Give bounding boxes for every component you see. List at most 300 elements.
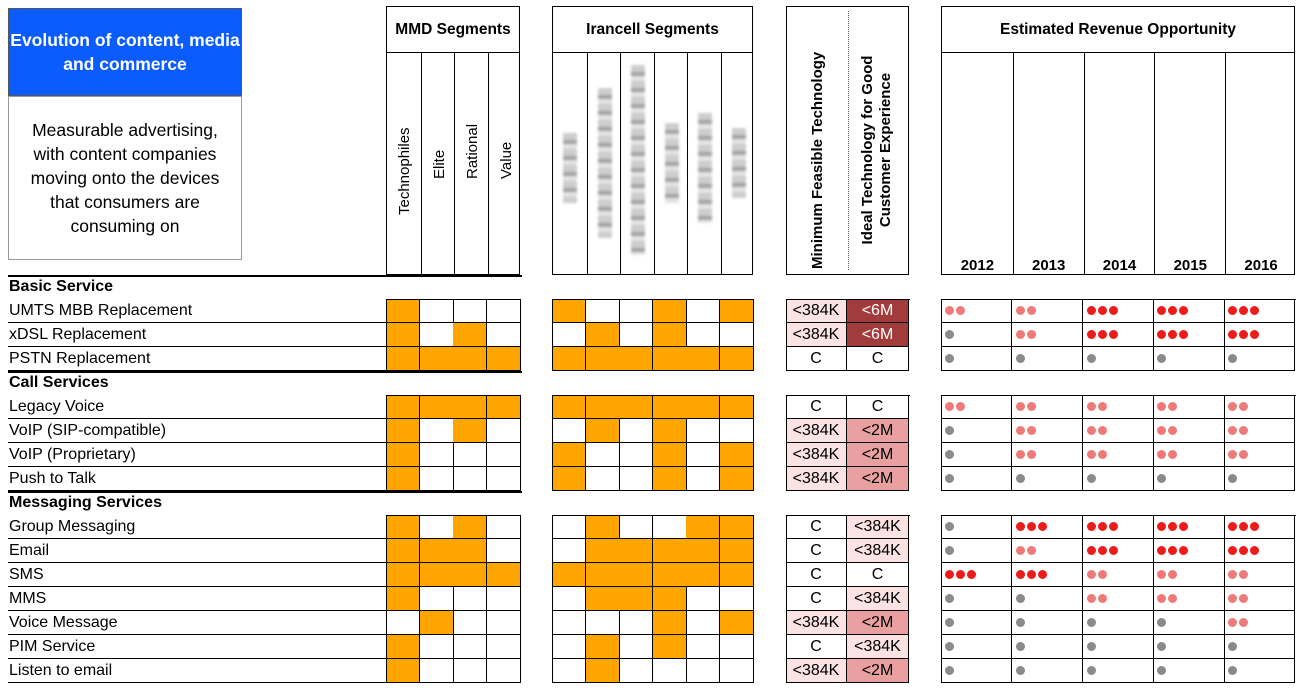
irancell-segment-cell xyxy=(653,395,687,419)
revenue-year-column xyxy=(1154,53,1225,274)
irancell-segment-cell xyxy=(619,299,653,323)
revenue-cell xyxy=(1224,347,1295,371)
revenue-cell xyxy=(1224,611,1295,635)
tech-grid-border xyxy=(786,515,787,683)
revenue-dot xyxy=(1239,402,1248,411)
revenue-dot xyxy=(1087,546,1096,555)
revenue-dot xyxy=(1087,642,1096,651)
redacted-segment-label xyxy=(563,133,577,203)
revenue-dot xyxy=(1098,306,1107,315)
irancell-segment-cell xyxy=(686,611,720,635)
row-divider xyxy=(8,682,386,683)
mmd-segment-label: Elite xyxy=(430,149,448,179)
revenue-dot xyxy=(1157,354,1166,363)
irancell-segment-cell xyxy=(653,587,687,611)
revenue-dot xyxy=(1239,594,1248,603)
revenue-dot xyxy=(945,354,954,363)
revenue-cell xyxy=(1153,395,1224,419)
revenue-cell xyxy=(941,635,1012,659)
redacted-segment-label xyxy=(698,113,712,223)
irancell-segment-column xyxy=(620,53,654,274)
ideal-technology-cell: <6M xyxy=(847,323,909,347)
mmd-segment-cell xyxy=(453,635,487,659)
revenue-cell xyxy=(941,515,1012,539)
revenue-cell xyxy=(1224,515,1295,539)
irancell-grid-top xyxy=(552,299,754,300)
mmd-segment-cell xyxy=(420,659,454,683)
irancell-segment-cell xyxy=(586,539,620,563)
irancell-segment-cell xyxy=(619,539,653,563)
service-row-label: Legacy Voice xyxy=(9,398,105,415)
mmd-segment-cell xyxy=(420,635,454,659)
year-label: 2016 xyxy=(1244,257,1278,274)
revenue-dot xyxy=(1038,570,1047,579)
irancell-segment-cell xyxy=(686,395,720,419)
irancell-segment-cell xyxy=(720,443,754,467)
min-technology-cell: C xyxy=(786,395,847,419)
redacted-segment-label xyxy=(665,123,679,203)
mmd-grid-top xyxy=(386,515,521,516)
revenue-cell xyxy=(1153,587,1224,611)
revenue-dot xyxy=(1016,642,1025,651)
irancell-segment-cell xyxy=(653,563,687,587)
revenue-dot xyxy=(1228,354,1237,363)
service-row-label: Listen to email xyxy=(9,662,113,679)
revenue-dot xyxy=(1168,426,1177,435)
revenue-dot xyxy=(1157,618,1166,627)
revenue-dot xyxy=(1016,330,1025,339)
ideal-technology-text: Ideal Technology for Good Customer Experience xyxy=(859,55,894,245)
revenue-grid-top xyxy=(941,395,1296,396)
revenue-dot xyxy=(1098,546,1107,555)
irancell-segment-cell xyxy=(720,419,754,443)
revenue-dot xyxy=(1157,426,1166,435)
min-technology-cell: C xyxy=(786,563,847,587)
revenue-dot xyxy=(1228,450,1237,459)
min-technology-cell: C xyxy=(786,539,847,563)
revenue-dot xyxy=(1239,546,1248,555)
mmd-segment-cell xyxy=(420,563,454,587)
revenue-dot xyxy=(1087,570,1096,579)
mmd-segment-cell xyxy=(487,299,521,323)
revenue-dot xyxy=(1228,330,1237,339)
revenue-dot xyxy=(1239,618,1248,627)
revenue-grid-top xyxy=(941,299,1296,300)
row-divider xyxy=(8,322,386,323)
irancell-segment-cell xyxy=(552,515,586,539)
mmd-segment-label: Value xyxy=(497,141,515,179)
irancell-segment-cell xyxy=(653,635,687,659)
revenue-cell xyxy=(1012,443,1083,467)
service-row-label: Email xyxy=(9,542,50,559)
revenue-dot xyxy=(1168,306,1177,315)
revenue-dot xyxy=(1228,474,1237,483)
irancell-segment-cell xyxy=(720,323,754,347)
revenue-dot xyxy=(1179,546,1188,555)
revenue-dot xyxy=(1087,426,1096,435)
revenue-dot xyxy=(1098,570,1107,579)
irancell-segment-cell xyxy=(552,611,586,635)
irancell-segment-cell xyxy=(653,419,687,443)
irancell-segment-cell xyxy=(552,635,586,659)
tech-grid-border xyxy=(786,299,787,371)
revenue-dot xyxy=(1087,306,1096,315)
revenue-cell xyxy=(1153,299,1224,323)
ideal-technology-cell: C xyxy=(847,395,909,419)
revenue-dot xyxy=(1016,546,1025,555)
year-label: 2014 xyxy=(1102,257,1137,274)
mmd-segment-cell xyxy=(487,347,521,371)
revenue-dot xyxy=(1098,426,1107,435)
mmd-segment-cell xyxy=(487,587,521,611)
revenue-dot xyxy=(945,522,954,531)
mmd-segment-cell xyxy=(453,587,487,611)
revenue-cell xyxy=(1083,515,1154,539)
mmd-segments-title: MMD Segments xyxy=(387,7,519,53)
irancell-segment-cell xyxy=(720,659,754,683)
irancell-segment-cell xyxy=(653,611,687,635)
revenue-dot xyxy=(945,666,954,675)
irancell-segment-cell xyxy=(586,587,620,611)
revenue-cell xyxy=(1083,563,1154,587)
mmd-segment-cell xyxy=(386,419,420,443)
mmd-segment-cell xyxy=(420,419,454,443)
irancell-segment-cell xyxy=(653,323,687,347)
tech-grid-top xyxy=(786,395,910,396)
mmd-segment-cell xyxy=(420,299,454,323)
revenue-cell xyxy=(1012,587,1083,611)
mmd-segment-cell xyxy=(386,611,420,635)
irancell-segments-header xyxy=(552,6,753,275)
min-technology-cell: C xyxy=(786,587,847,611)
service-row-label: PIM Service xyxy=(9,638,96,655)
irancell-segment-cell xyxy=(686,539,720,563)
revenue-cell xyxy=(1153,539,1224,563)
revenue-cell xyxy=(1153,659,1224,683)
ideal-technology-cell: <384K xyxy=(847,539,909,563)
revenue-cell xyxy=(941,467,1012,491)
revenue-dot xyxy=(1228,642,1237,651)
revenue-dot xyxy=(945,642,954,651)
mmd-segment-cell xyxy=(453,515,487,539)
min-technology-cell: <384K xyxy=(786,323,847,347)
mmd-segment-cell xyxy=(420,539,454,563)
revenue-cell xyxy=(1012,299,1083,323)
mmd-segment-cell xyxy=(453,563,487,587)
revenue-cell xyxy=(1153,563,1224,587)
mmd-segment-cell xyxy=(420,347,454,371)
min-technology-cell: C xyxy=(786,347,847,371)
service-row-label: Voice Message xyxy=(9,614,118,631)
mmd-segment-cell xyxy=(487,539,521,563)
mmd-segment-column xyxy=(488,53,522,274)
revenue-cell xyxy=(1224,419,1295,443)
revenue-cell xyxy=(941,299,1012,323)
mmd-segment-cell xyxy=(487,635,521,659)
revenue-cell xyxy=(1083,395,1154,419)
irancell-segment-cell xyxy=(686,563,720,587)
irancell-segment-cell xyxy=(720,467,754,491)
revenue-dot xyxy=(1250,522,1259,531)
min-technology-cell: <384K xyxy=(786,611,847,635)
irancell-segment-cell xyxy=(686,347,720,371)
mmd-segment-cell xyxy=(420,443,454,467)
mmd-segment-cell xyxy=(420,467,454,491)
ideal-technology-cell: <2M xyxy=(847,443,909,467)
irancell-segment-cell xyxy=(552,419,586,443)
irancell-segment-cell xyxy=(720,347,754,371)
revenue-cell xyxy=(941,419,1012,443)
mmd-segment-column: Technophiles xyxy=(396,127,413,215)
revenue-cell xyxy=(1153,419,1224,443)
mmd-segment-cell xyxy=(386,515,420,539)
ideal-technology-cell: <2M xyxy=(847,467,909,491)
revenue-cell xyxy=(1083,443,1154,467)
revenue-year-column xyxy=(1084,53,1155,274)
irancell-segment-column xyxy=(687,53,721,274)
revenue-dot xyxy=(1016,522,1025,531)
revenue-dot xyxy=(1179,522,1188,531)
irancell-segment-cell xyxy=(686,419,720,443)
mmd-segment-cell xyxy=(453,323,487,347)
revenue-dot xyxy=(1168,522,1177,531)
irancell-grid-border xyxy=(552,515,553,683)
revenue-cell xyxy=(1012,323,1083,347)
revenue-grid-top xyxy=(941,515,1296,516)
mmd-segment-cell xyxy=(386,395,420,419)
section-divider xyxy=(8,275,522,277)
revenue-cell xyxy=(1012,563,1083,587)
ideal-technology-label xyxy=(859,31,895,269)
mmd-segment-cell xyxy=(487,323,521,347)
irancell-segment-cell xyxy=(653,539,687,563)
mmd-segment-cell xyxy=(487,419,521,443)
revenue-dot xyxy=(1038,522,1047,531)
revenue-cell xyxy=(1083,659,1154,683)
revenue-cell xyxy=(1153,323,1224,347)
mmd-segment-cell xyxy=(487,563,521,587)
service-row-label: UMTS MBB Replacement xyxy=(9,302,193,319)
revenue-dot xyxy=(1157,666,1166,675)
revenue-dot xyxy=(1157,306,1166,315)
mmd-segment-column xyxy=(454,53,488,274)
revenue-cell xyxy=(941,563,1012,587)
row-divider xyxy=(8,610,386,611)
revenue-dot xyxy=(1239,450,1248,459)
revenue-dot xyxy=(1157,546,1166,555)
revenue-dot xyxy=(1250,546,1259,555)
row-divider xyxy=(8,346,386,347)
mmd-segment-cell xyxy=(386,347,420,371)
row-divider xyxy=(8,586,386,587)
tech-grid-top xyxy=(786,515,910,516)
revenue-dot xyxy=(1168,402,1177,411)
min-technology-cell: <384K xyxy=(786,659,847,683)
irancell-segment-cell xyxy=(619,419,653,443)
irancell-segment-cell xyxy=(586,419,620,443)
mmd-segment-cell xyxy=(420,395,454,419)
redacted-segment-label xyxy=(732,128,746,198)
ideal-technology-cell: <384K xyxy=(847,635,909,659)
mmd-segment-cell xyxy=(453,419,487,443)
revenue-dot xyxy=(1016,570,1025,579)
irancell-segment-cell xyxy=(686,299,720,323)
irancell-segment-cell xyxy=(619,611,653,635)
irancell-segment-cell xyxy=(653,347,687,371)
row-divider xyxy=(8,634,386,635)
min-technology-cell: C xyxy=(786,635,847,659)
revenue-cell xyxy=(1012,659,1083,683)
revenue-cell xyxy=(1083,539,1154,563)
irancell-segment-cell xyxy=(586,515,620,539)
irancell-segment-cell xyxy=(720,611,754,635)
revenue-dot xyxy=(1087,402,1096,411)
irancell-segment-cell xyxy=(586,323,620,347)
revenue-dot xyxy=(1239,522,1248,531)
row-divider xyxy=(8,538,386,539)
revenue-dot xyxy=(1016,618,1025,627)
revenue-cell xyxy=(1153,635,1224,659)
irancell-segment-cell xyxy=(720,515,754,539)
irancell-grid-border xyxy=(552,299,553,371)
mmd-segment-cell xyxy=(487,443,521,467)
irancell-segment-column xyxy=(654,53,688,274)
section-label: Basic Service xyxy=(9,278,114,295)
irancell-segment-cell xyxy=(552,395,586,419)
ideal-technology-cell: <2M xyxy=(847,419,909,443)
revenue-dot xyxy=(1168,570,1177,579)
revenue-dot xyxy=(945,546,954,555)
revenue-dot xyxy=(1168,330,1177,339)
irancell-segments-title: Irancell Segments xyxy=(553,7,752,53)
revenue-dot xyxy=(1228,570,1237,579)
irancell-segment-cell xyxy=(586,659,620,683)
irancell-segment-cell xyxy=(720,563,754,587)
revenue-cell xyxy=(1083,587,1154,611)
revenue-dot xyxy=(1228,522,1237,531)
revenue-cell xyxy=(1224,299,1295,323)
service-row-label: xDSL Replacement xyxy=(9,326,147,343)
mmd-segment-cell xyxy=(386,467,420,491)
revenue-dot xyxy=(1179,330,1188,339)
revenue-dot xyxy=(945,618,954,627)
revenue-dot xyxy=(1027,426,1036,435)
revenue-cell xyxy=(1153,347,1224,371)
mmd-segment-cell xyxy=(453,467,487,491)
irancell-segment-cell xyxy=(552,443,586,467)
revenue-dot xyxy=(1027,546,1036,555)
revenue-cell xyxy=(1224,563,1295,587)
mmd-segment-cell xyxy=(487,467,521,491)
irancell-segment-cell xyxy=(686,635,720,659)
min-technology-cell: <384K xyxy=(786,467,847,491)
revenue-dot xyxy=(1157,594,1166,603)
irancell-segment-cell xyxy=(586,443,620,467)
irancell-segment-cell xyxy=(619,323,653,347)
revenue-dot xyxy=(1157,450,1166,459)
revenue-cell xyxy=(1012,539,1083,563)
revenue-cell xyxy=(1012,515,1083,539)
revenue-dot xyxy=(1228,594,1237,603)
revenue-year-column xyxy=(1013,53,1084,274)
revenue-dot xyxy=(1168,450,1177,459)
revenue-dot xyxy=(1016,594,1025,603)
revenue-dot xyxy=(1027,402,1036,411)
revenue-dot xyxy=(1239,570,1248,579)
irancell-segment-cell xyxy=(686,323,720,347)
revenue-dot xyxy=(1109,306,1118,315)
mmd-segment-cell xyxy=(386,587,420,611)
section-divider xyxy=(8,491,522,493)
irancell-segment-cell xyxy=(619,515,653,539)
page-title: Evolution of content, media and commerce xyxy=(8,8,242,96)
revenue-dot xyxy=(1016,402,1025,411)
revenue-cell xyxy=(1153,515,1224,539)
min-technology-label: Minimum Feasible Technology xyxy=(809,51,826,269)
irancell-segment-cell xyxy=(552,659,586,683)
mmd-segment-cell xyxy=(386,635,420,659)
irancell-segment-cell xyxy=(720,395,754,419)
year-label: 2012 xyxy=(960,257,995,274)
revenue-cell xyxy=(1012,467,1083,491)
revenue-dot xyxy=(945,594,954,603)
revenue-dot xyxy=(956,306,965,315)
mmd-segment-cell xyxy=(487,515,521,539)
irancell-grid-top xyxy=(552,395,754,396)
revenue-cell xyxy=(1224,467,1295,491)
mmd-segment-cell xyxy=(453,395,487,419)
irancell-segment-column xyxy=(553,53,587,274)
mmd-segment-cell xyxy=(453,347,487,371)
redacted-segment-label xyxy=(598,88,612,238)
irancell-segment-cell xyxy=(552,587,586,611)
revenue-dot xyxy=(1168,546,1177,555)
revenue-dot xyxy=(1087,522,1096,531)
irancell-segment-cell xyxy=(653,515,687,539)
mmd-segment-cell xyxy=(386,539,420,563)
irancell-segment-column xyxy=(587,53,621,274)
year-label: 2013 xyxy=(1032,257,1066,274)
revenue-dot xyxy=(1239,330,1248,339)
service-row-label: Group Messaging xyxy=(9,518,136,535)
service-row-label: SMS xyxy=(9,566,44,583)
revenue-cell xyxy=(1083,635,1154,659)
section-label: Call Services xyxy=(9,374,109,391)
revenue-dot xyxy=(1098,402,1107,411)
irancell-segment-cell xyxy=(653,659,687,683)
mmd-segment-cell xyxy=(453,659,487,683)
irancell-segment-cell xyxy=(653,299,687,323)
mmd-grid-border xyxy=(386,395,387,491)
revenue-dot xyxy=(1087,594,1096,603)
revenue-cell xyxy=(941,539,1012,563)
ideal-technology-cell: <384K xyxy=(847,515,909,539)
irancell-segment-cell xyxy=(619,635,653,659)
revenue-dot xyxy=(1250,330,1259,339)
revenue-dot xyxy=(1228,402,1237,411)
revenue-cell xyxy=(1012,635,1083,659)
irancell-segment-cell xyxy=(619,467,653,491)
revenue-dot xyxy=(1027,450,1036,459)
revenue-year-column xyxy=(1225,53,1296,274)
ideal-technology-cell: <2M xyxy=(847,659,909,683)
revenue-dot xyxy=(945,450,954,459)
revenue-dot xyxy=(1168,594,1177,603)
year-label: 2015 xyxy=(1173,257,1207,274)
revenue-cell xyxy=(941,587,1012,611)
irancell-segment-cell xyxy=(552,323,586,347)
revenue-cell xyxy=(1012,419,1083,443)
